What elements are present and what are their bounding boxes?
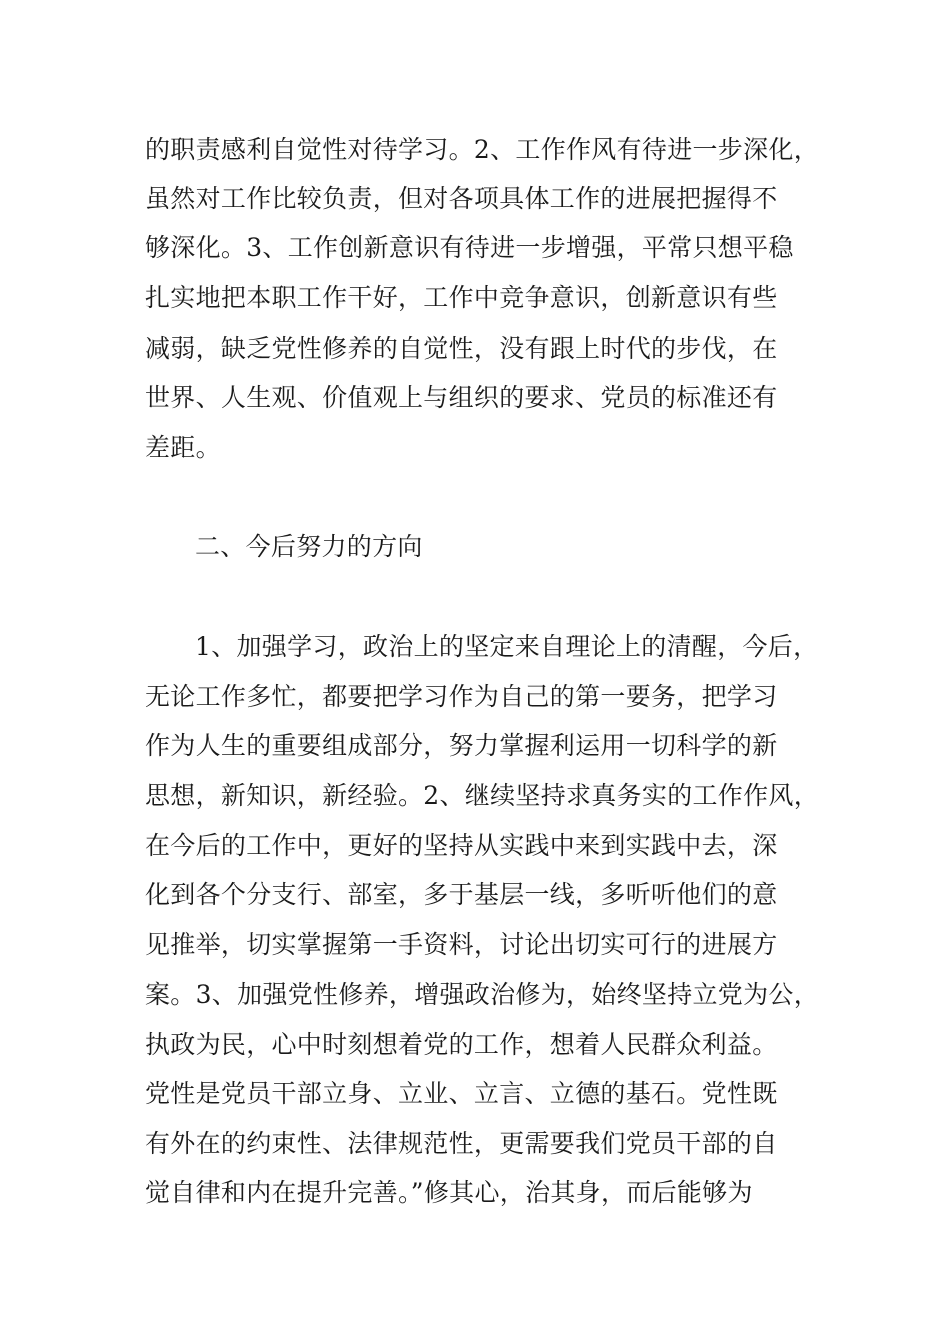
paragraph-2-line-5: 在今后的工作中，更好的坚持从实践中来到实践中去，深 [145,831,778,860]
paragraph-2-line-8: 案。3、加强党性修养，增强政治修为，始终坚持立党为公， [145,980,820,1009]
paragraph-2-line-7: 见推举，切实掌握第一手资料，讨论出切实可行的进展方 [145,930,778,959]
section-heading: 二、今后努力的方向 [195,532,423,561]
paragraph-1-line-1: 的职责感利自觉性对待学习。2、工作作风有待进一步深化， [145,135,820,164]
paragraph-2-line-3: 作为人生的重要组成部分，努力掌握利运用一切科学的新 [145,731,778,760]
paragraph-2-line-4: 思想，新知识，新经验。2、继续坚持求真务实的工作作风， [145,781,820,810]
paragraph-1-line-4: 扎实地把本职工作干好，工作中竞争意识，创新意识有些 [145,283,778,312]
paragraph-1-line-2: 虽然对工作比较负责，但对各项具体工作的进展把握得不 [145,184,778,213]
paragraph-1-line-7: 差距。 [145,433,221,462]
paragraph-2-line-11: 有外在的约束性、法律规范性，更需要我们党员干部的自 [145,1129,778,1158]
paragraph-2-line-6: 化到各个分支行、部室，多于基层一线，多听听他们的意 [145,880,778,909]
paragraph-1-line-3: 够深化。3、工作创新意识有待进一步增强，平常只想平稳 [145,233,794,262]
paragraph-1-line-5: 减弱，缺乏党性修养的自觉性，没有跟上时代的步伐，在 [145,334,778,363]
paragraph-2-line-2: 无论工作多忙，都要把学习作为自己的第一要务，把学习 [145,682,778,711]
paragraph-1-line-6: 世界、人生观、价值观上与组织的要求、党员的标准还有 [145,383,778,412]
paragraph-2-line-10: 党性是党员干部立身、立业、立言、立德的基石。党性既 [145,1079,778,1108]
paragraph-2-line-12: 觉自律和内在提升完善。”修其心，治其身，而后能够为 [145,1178,753,1207]
paragraph-2-line-9: 执政为民，心中时刻想着党的工作，想着人民群众利益。 [145,1030,778,1059]
paragraph-2-line-1: 1、加强学习，政治上的坚定来自理论上的清醒，今后， [195,632,819,661]
